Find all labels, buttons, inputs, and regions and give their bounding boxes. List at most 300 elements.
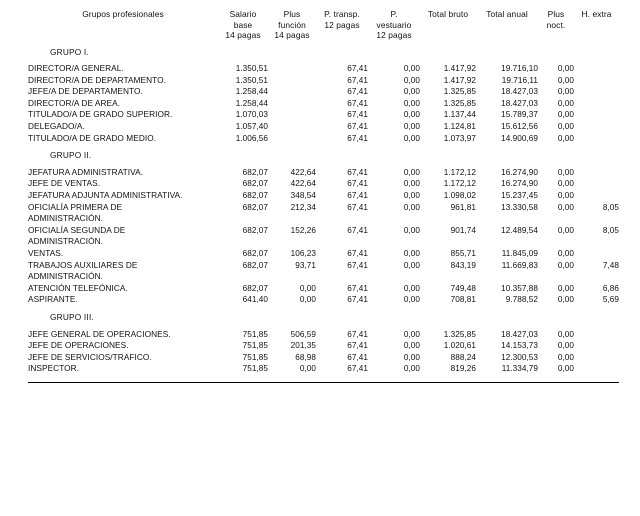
cell-bruto [420,150,476,162]
cell-plusfun: 201,35 [290,341,316,351]
cell-noct: 0,00 [557,191,574,201]
cell-vestua [368,213,420,225]
cell-hextra [574,248,619,260]
cell-transp: 67,41 [347,167,368,177]
cell-vestua: 0,00 [403,202,420,212]
cell-anual: 15.237,45 [501,191,538,201]
cell-hextra [574,75,619,87]
cell-bruto: 1.020,61 [443,341,476,351]
cell-noct: 0,00 [557,122,574,132]
column-header-line1: Plus [547,9,565,19]
row-label: JEFE/A DE DEPARTAMENTO. [28,86,143,97]
row-label: ASPIRANTE. [28,294,78,305]
cell-noct [538,312,574,324]
cell-noct [538,150,574,162]
cell-noct [538,213,574,225]
cell-vestua: 0,00 [403,225,420,235]
row-label: VENTAS. [28,248,64,258]
cell-hextra [574,86,619,98]
cell-transp: 67,41 [347,260,368,270]
table-row [28,178,619,190]
table-body [28,41,619,383]
spacer-cell [268,375,316,383]
table-row [28,363,619,375]
table-row [28,109,619,121]
cell-hextra [574,178,619,190]
row-label: JEFATURA ADJUNTA ADMINISTRATIVA. [28,190,183,201]
cell-plusfun: 422,64 [290,167,316,177]
cell-bruto: 961,81 [450,202,476,212]
column-header-line3: 14 pagas [274,30,310,40]
cell-hextra [574,190,619,202]
column-header-line1: H. extra [581,9,612,19]
cell-vestua: 0,00 [403,110,420,120]
cell-bruto: 843,19 [450,260,476,270]
spacer-cell [316,375,368,383]
cell-salario: 751,85 [242,341,268,351]
cell-noct: 0,00 [557,341,574,351]
table-row [28,225,619,237]
cell-bruto: 1.325,85 [443,98,476,108]
cell-salario [218,47,268,59]
cell-bruto: 708,81 [450,295,476,305]
cell-vestua [368,271,420,283]
cell-noct: 0,00 [557,352,574,362]
cell-salario [218,236,268,248]
cell-noct: 0,00 [557,329,574,339]
cell-hextra [574,47,619,59]
cell-transp [316,271,368,283]
cell-salario: 682,07 [242,202,268,212]
table-row [28,260,619,272]
table-row [28,75,619,87]
row-label: GRUPO I. [50,46,89,57]
cell-salario: 682,07 [242,225,268,235]
cell-salario: 1.350,51 [235,64,268,74]
cell-bruto: 1.124,81 [443,122,476,132]
table-row [28,167,619,179]
cell-anual: 11.669,83 [501,260,538,270]
row-label: ADMINISTRACIÓN. [28,271,103,282]
cell-salario: 641,40 [242,295,268,305]
cell-salario: 1.258,44 [235,98,268,108]
cell-transp: 67,41 [347,283,368,293]
cell-anual [476,236,538,248]
table-row [28,352,619,364]
cell-transp [316,47,368,59]
row-label: TITULADO/A DE GRADO SUPERIOR. [28,109,173,120]
cell-salario: 751,85 [242,352,268,362]
cell-vestua [368,47,420,59]
table-header [28,9,619,41]
row-label: JEFATURA ADMINISTRATIVA. [28,166,144,177]
cell-bruto: 855,71 [450,249,476,258]
row-label: DIRECTOR/A GENERAL. [28,63,124,74]
cell-transp: 67,41 [347,295,368,305]
cell-anual: 14.153,73 [501,341,538,351]
cell-bruto: 1.098,02 [443,191,476,201]
row-label: INSPECTOR. [28,363,80,374]
cell-anual: 10.357,88 [501,283,538,293]
cell-plusfun [268,47,316,59]
spacer-cell [218,375,268,383]
cell-transp [316,213,368,225]
cell-bruto [420,47,476,59]
cell-plusfun [268,312,316,324]
table-row [28,86,619,98]
cell-salario: 1.006,56 [235,133,268,143]
cell-hextra [574,133,619,145]
cell-noct [538,271,574,283]
spacer-cell [368,375,420,383]
cell-bruto: 1.172,12 [443,179,476,189]
cell-transp: 67,41 [347,179,368,189]
row-label: GRUPO III. [50,311,94,322]
cell-anual: 19.716,10 [501,64,538,74]
cell-anual: 13.330,58 [501,202,538,212]
cell-plusfun [268,63,316,75]
cell-salario: 682,07 [242,179,268,189]
table-row [28,283,619,295]
cell-plusfun: 106,23 [290,249,316,258]
column-header-line2: función [278,19,306,30]
cell-anual [476,213,538,225]
cell-vestua: 0,00 [403,98,420,108]
spacer-cell [28,375,218,383]
column-header-line1: P. [390,9,398,19]
cell-anual: 12.300,53 [501,352,538,362]
column-header-salario-base [218,9,268,41]
column-header-total-bruto [420,9,476,41]
table-row [28,271,619,283]
cell-hextra [574,363,619,375]
cell-transp [316,236,368,248]
cell-noct: 0,00 [557,249,574,258]
cell-bruto: 1.417,92 [443,75,476,85]
table-row [28,98,619,110]
cell-vestua: 0,00 [403,341,420,351]
cell-vestua: 0,00 [403,249,420,258]
cell-transp: 67,41 [347,191,368,201]
cell-salario: 751,85 [242,329,268,339]
cell-noct: 0,00 [557,202,574,212]
cell-salario: 751,85 [242,364,268,374]
cell-bruto: 1.137,44 [443,110,476,120]
cell-noct: 0,00 [557,87,574,97]
cell-transp: 67,41 [347,329,368,339]
column-header-line1: P. transp. [324,9,360,19]
cell-plusfun: 93,71 [295,260,316,270]
column-header-plus-funcion [268,9,316,41]
cell-bruto: 1.417,92 [443,64,476,74]
table-row [28,294,619,306]
cell-noct: 0,00 [557,75,574,85]
cell-noct: 0,00 [557,260,574,270]
cell-plusfun: 0,00 [299,364,316,374]
cell-hextra [574,271,619,283]
cell-hextra [574,340,619,352]
cell-transp: 67,41 [347,75,368,85]
cell-anual: 14.900,69 [501,133,538,143]
group-heading-row [28,150,619,162]
cell-anual [476,312,538,324]
cell-hextra [574,329,619,341]
spacer-cell [538,375,574,383]
cell-plusfun [268,75,316,87]
row-label: TITULADO/A DE GRADO MEDIO. [28,132,157,143]
cell-plusfun [268,271,316,283]
cell-bruto: 1.172,12 [443,167,476,177]
cell-salario: 1.350,51 [235,75,268,85]
cell-hextra: 5,69 [602,295,619,305]
spacer-cell [574,375,619,383]
row-label: JEFE GENERAL DE OPERACIONES. [28,328,171,339]
row-label: OFICIALÍA PRIMERA DE [28,201,123,212]
cell-anual: 11.845,09 [501,249,538,258]
cell-vestua [368,150,420,162]
cell-plusfun [268,86,316,98]
cell-bruto [420,213,476,225]
cell-vestua: 0,00 [403,260,420,270]
cell-noct [538,236,574,248]
cell-plusfun [268,236,316,248]
cell-hextra [574,63,619,75]
cell-hextra: 8,05 [602,202,619,212]
table-row [28,248,619,260]
column-header-line1: Total anual [486,9,528,19]
cell-noct [538,47,574,59]
cell-anual: 12.489,54 [501,225,538,235]
table-bottom-rule [28,375,619,383]
cell-vestua: 0,00 [403,122,420,132]
cell-vestua: 0,00 [403,87,420,97]
column-header-horas-extra [574,9,619,41]
group-heading-row [28,47,619,59]
cell-transp [316,312,368,324]
row-label: GRUPO II. [50,150,92,161]
cell-salario [218,271,268,283]
cell-transp: 67,41 [347,341,368,351]
column-header-line2: 12 pagas [324,19,360,30]
table-row [28,63,619,75]
cell-vestua: 0,00 [403,167,420,177]
group-heading-row [28,312,619,324]
cell-noct: 0,00 [557,179,574,189]
cell-hextra: 8,05 [602,225,619,235]
cell-hextra [574,236,619,248]
column-header-label: Grupos profesionales [82,9,164,19]
cell-salario [218,150,268,162]
cell-anual: 19.716,11 [501,75,538,85]
column-header-line2: base [233,19,253,30]
table-row [28,190,619,202]
cell-transp: 67,41 [347,133,368,143]
cell-salario: 682,07 [242,167,268,177]
column-header-line2: noct. [546,19,566,30]
cell-noct: 0,00 [557,64,574,74]
row-label: JEFE DE SERVICIOS/TRAFICO. [28,351,152,362]
cell-vestua: 0,00 [403,295,420,305]
cell-plusfun: 348,54 [290,191,316,201]
cell-vestua: 0,00 [403,352,420,362]
cell-noct: 0,00 [557,98,574,108]
column-header-p-vestuario [368,9,420,41]
cell-transp: 67,41 [347,98,368,108]
row-label: ADMINISTRACIÓN. [28,213,103,224]
column-header-plus-nocturnidad [538,9,574,41]
cell-bruto [420,236,476,248]
cell-salario: 682,07 [242,283,268,293]
column-header-p-transporte [316,9,368,41]
cell-noct: 0,00 [557,167,574,177]
column-header-line1: Total bruto [427,9,469,19]
cell-vestua: 0,00 [403,179,420,189]
cell-transp: 67,41 [347,352,368,362]
cell-transp: 67,41 [347,110,368,120]
cell-vestua [368,312,420,324]
cell-salario: 1.258,44 [235,87,268,97]
cell-hextra [574,312,619,324]
table-row [28,133,619,145]
cell-transp: 67,41 [347,87,368,97]
column-header-line1: Plus [283,9,301,19]
header-row [28,9,619,41]
cell-noct: 0,00 [557,110,574,120]
cell-hextra [574,109,619,121]
spacer-cell [420,375,476,383]
cell-anual [476,47,538,59]
cell-bruto: 749,48 [450,283,476,293]
cell-noct: 0,00 [557,295,574,305]
column-header-line1: Salario [229,9,257,19]
table-row [28,121,619,133]
cell-salario: 682,07 [242,260,268,270]
row-label: OFICIALÍA SEGUNDA DE [28,224,126,235]
cell-plusfun: 0,00 [299,295,316,305]
cell-bruto: 819,26 [450,364,476,374]
row-label: ADMINISTRACIÓN. [28,236,103,247]
row-label: DIRECTOR/A DE DEPARTAMENTO. [28,74,166,85]
cell-hextra [574,150,619,162]
cell-noct: 0,00 [557,364,574,374]
cell-salario [218,312,268,324]
cell-anual: 15.612,56 [501,122,538,132]
cell-anual [476,150,538,162]
row-label: JEFE DE VENTAS. [28,178,101,189]
cell-transp: 67,41 [347,249,368,258]
cell-hextra [574,121,619,133]
cell-plusfun [268,121,316,133]
cell-anual: 18.427,03 [501,87,538,97]
row-label: TRABAJOS AUXILIARES DE [28,259,138,270]
cell-plusfun: 212,34 [290,202,316,212]
cell-vestua: 0,00 [403,133,420,143]
cell-anual: 18.427,03 [501,98,538,108]
cell-vestua: 0,00 [403,64,420,74]
cell-vestua: 0,00 [403,329,420,339]
column-header-grupos-profesionales [28,9,218,41]
cell-hextra [574,167,619,179]
cell-plusfun [268,109,316,121]
cell-salario: 1.070,03 [235,110,268,120]
cell-plusfun: 422,64 [290,179,316,189]
cell-plusfun: 0,00 [299,283,316,293]
cell-hextra: 6,86 [602,283,619,293]
cell-bruto: 1.073,97 [443,133,476,143]
cell-salario: 682,07 [242,249,268,258]
cell-salario [218,213,268,225]
cell-transp [316,150,368,162]
cell-noct: 0,00 [557,133,574,143]
cell-plusfun: 506,59 [290,329,316,339]
cell-transp: 67,41 [347,364,368,374]
cell-plusfun [268,133,316,145]
cell-hextra: 7,48 [602,260,619,270]
cell-vestua [368,236,420,248]
cell-vestua: 0,00 [403,75,420,85]
cell-anual: 16.274,90 [501,167,538,177]
table-row [28,213,619,225]
row-label: DIRECTOR/A DE AREA. [28,97,121,108]
cell-anual: 9.788,52 [505,295,538,305]
cell-anual: 16.274,90 [501,179,538,189]
cell-vestua: 0,00 [403,364,420,374]
cell-noct: 0,00 [557,283,574,293]
spacer-cell [476,375,538,383]
cell-bruto: 901,74 [450,225,476,235]
cell-plusfun [268,213,316,225]
column-header-line3: 12 pagas [376,30,412,40]
table-row [28,329,619,341]
cell-bruto: 1.325,85 [443,329,476,339]
cell-vestua: 0,00 [403,283,420,293]
cell-hextra [574,213,619,225]
column-header-total-anual [476,9,538,41]
cell-hextra [574,98,619,110]
cell-anual: 11.334,79 [501,364,538,374]
cell-anual [476,271,538,283]
cell-transp: 67,41 [347,64,368,74]
cell-transp: 67,41 [347,225,368,235]
row-label: ATENCIÓN TELEFÓNICA. [28,282,128,293]
table-row [28,236,619,248]
cell-transp: 67,41 [347,122,368,132]
cell-hextra [574,352,619,364]
cell-anual: 15.789,37 [501,110,538,120]
cell-anual: 18.427,03 [501,329,538,339]
table-row [28,340,619,352]
cell-bruto: 1.325,85 [443,87,476,97]
cell-bruto [420,312,476,324]
cell-transp: 67,41 [347,202,368,212]
row-label: JEFE DE OPERACIONES. [28,340,129,351]
table-row [28,202,619,214]
row-label: DELEGADO/A. [28,121,85,132]
cell-salario: 682,07 [242,191,268,201]
cell-noct: 0,00 [557,225,574,235]
cell-plusfun [268,98,316,110]
column-header-line2: vestuario [376,19,412,30]
cell-salario: 1.057,40 [235,122,268,132]
cell-plusfun: 152,26 [290,225,316,235]
cell-plusfun: 68,98 [295,352,316,362]
cell-bruto [420,271,476,283]
cell-vestua: 0,00 [403,191,420,201]
professional-groups-salary-table [28,9,619,383]
cell-bruto: 888,24 [450,352,476,362]
cell-plusfun [268,150,316,162]
column-header-line3: 14 pagas [225,30,261,40]
